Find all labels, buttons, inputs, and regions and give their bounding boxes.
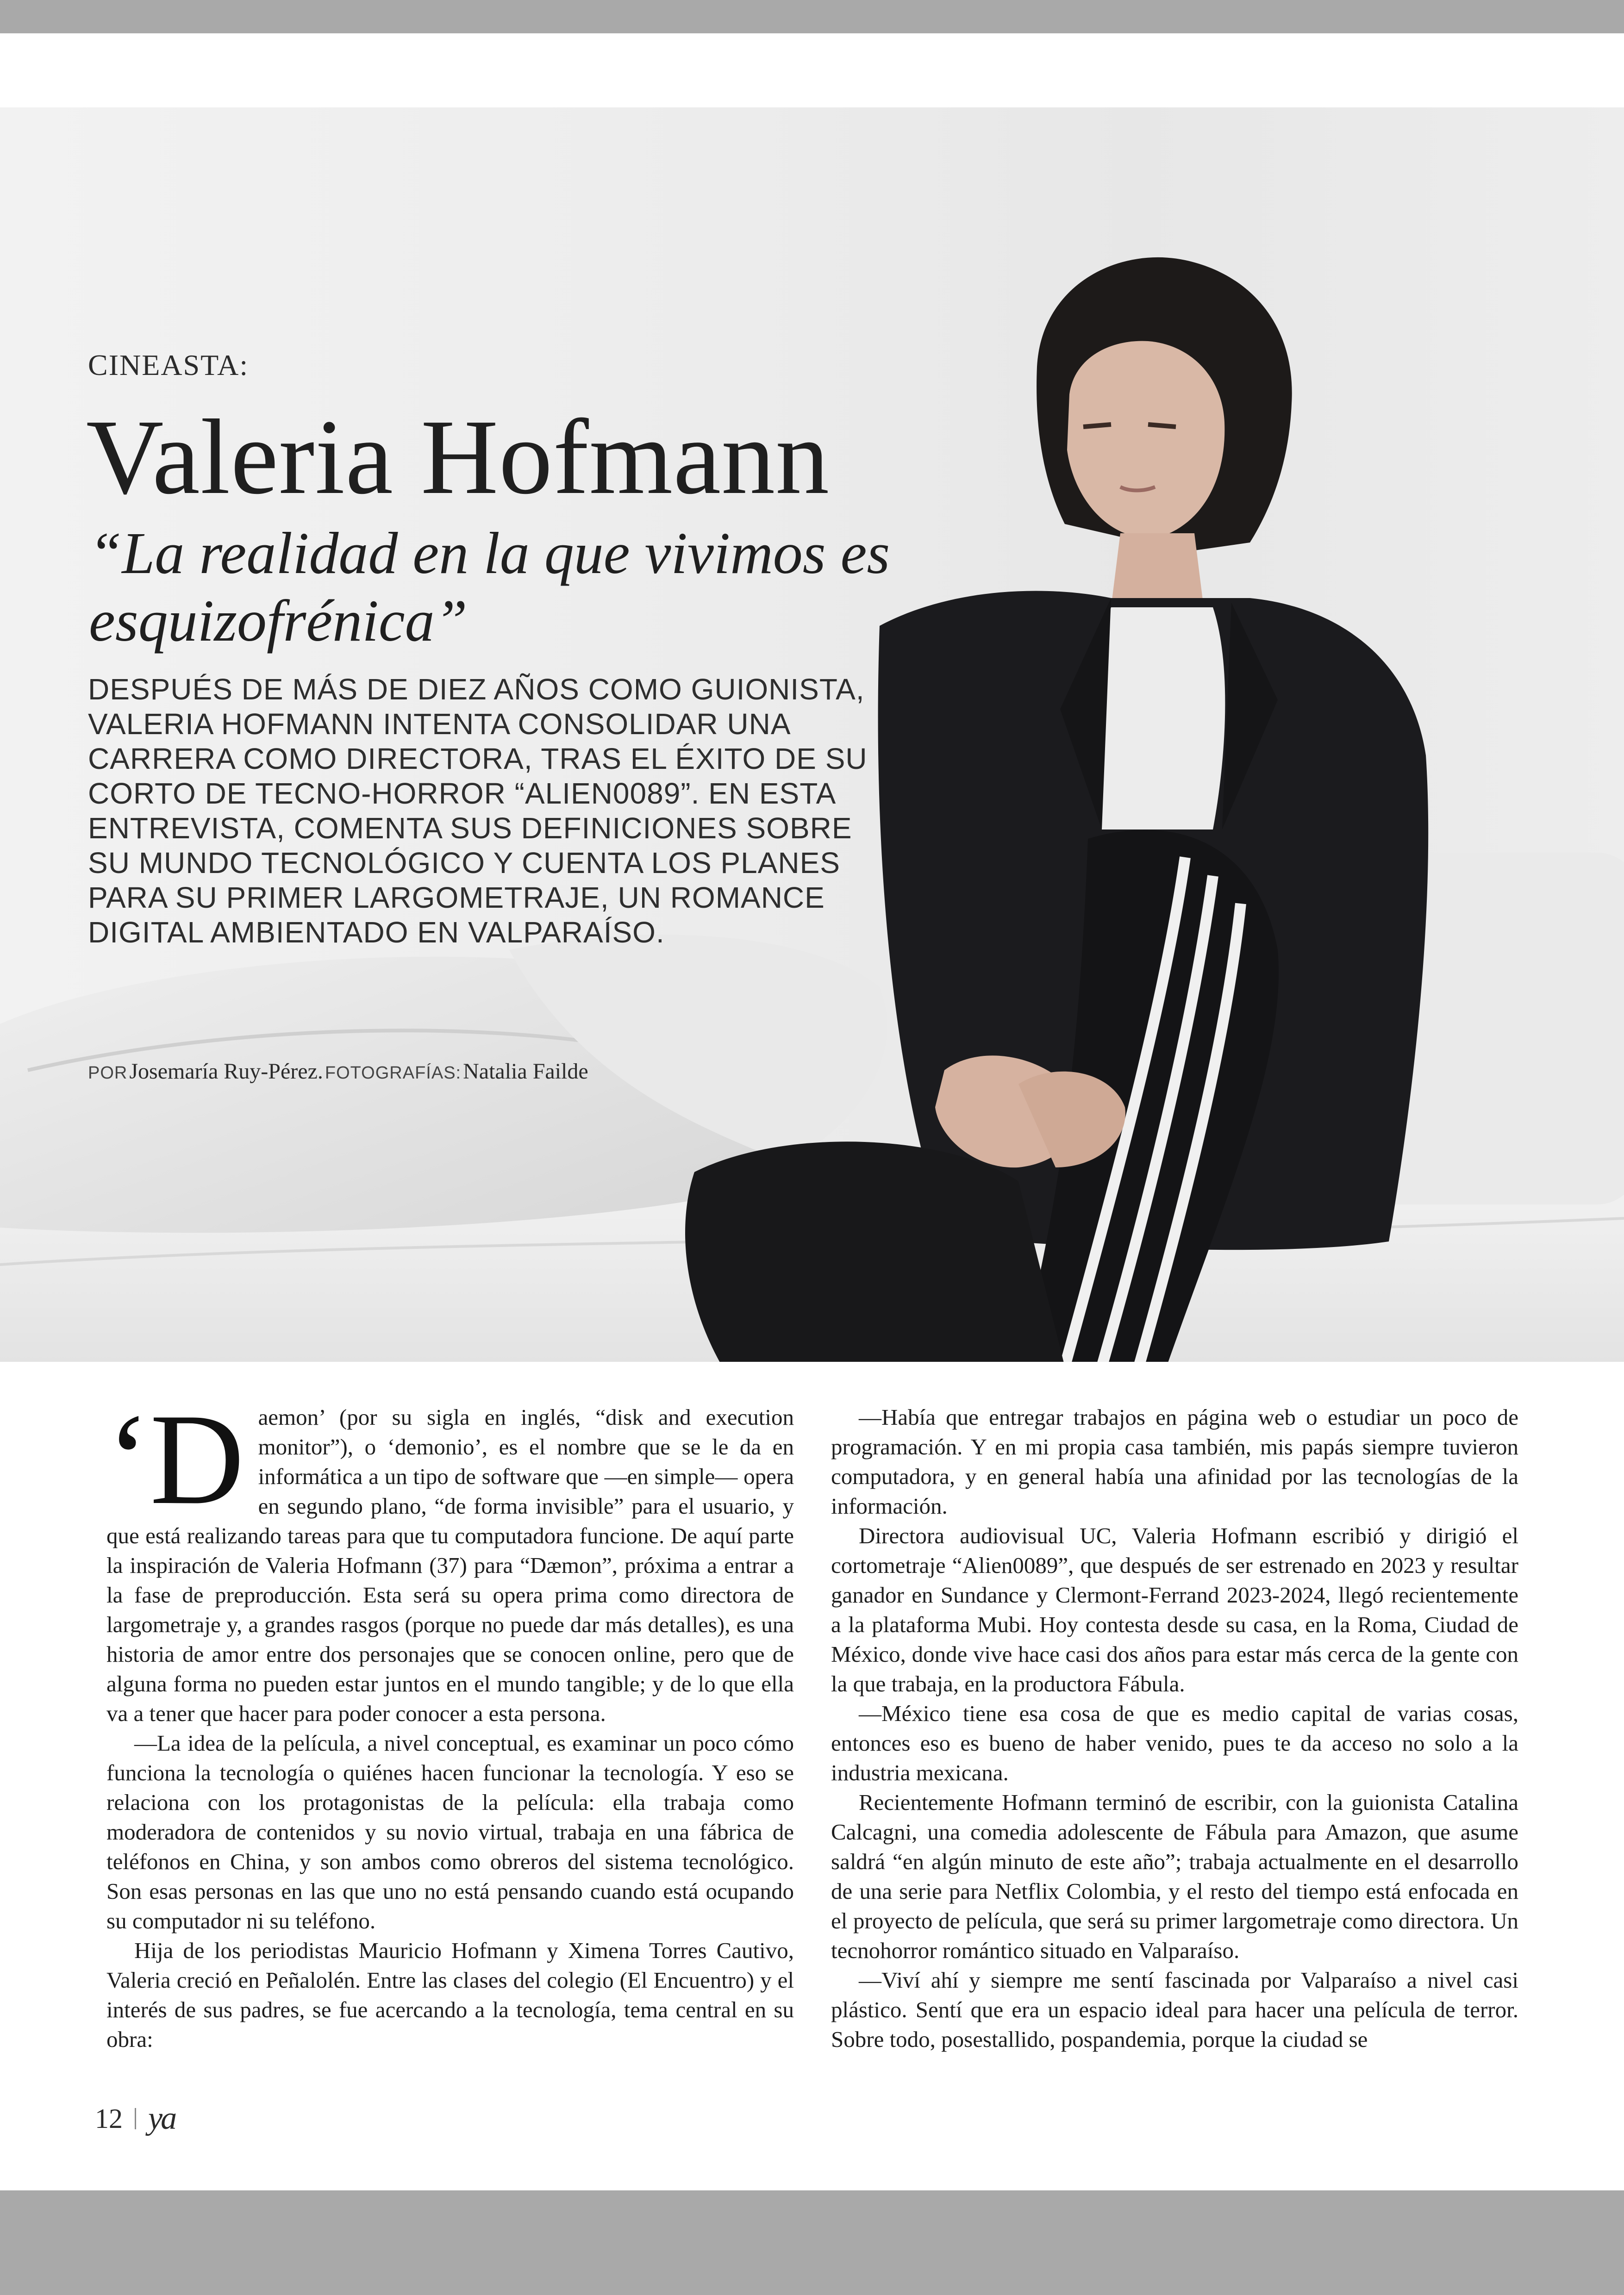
paragraph: —México tiene esa cosa de que es medio capital de varias cosas, entonces eso es bueno de haber venido, pues te da acceso no solo a la industria mexicana. [831,1701,1518,1785]
author-name: Josemaría Ruy-Pérez. [129,1059,323,1084]
article-dek: DESPUÉS DE MÁS DE DIEZ AÑOS COMO GUIONISTA, VALERIA HOFMANN INTENTA CONSOLIDAR UNA CARRERA COMO DIRECTORA, TRAS EL ÉXITO DE SU CORTO DE TECNO-HORROR “ALIEN0089”. EN ESTA ENTREVISTA, COMENTA SUS DEFINICIONES SOBRE SU MUNDO TECNOLÓGICO Y CUENTA LOS PLANES PARA SU PRIMER LARGOMETRAJE, UN ROMANCE DIGITAL AMBIENTADO EN VALPARAÍSO. [88,673,868,949]
headline-quote: “La realidad en la que vivimos es esquizofrénica” [89,520,890,654]
photo-label: FOTOGRAFÍAS: [325,1063,462,1083]
article-column-right [831,1403,1518,2054]
article-column-left [106,1387,794,2054]
magazine-logo: ya [148,2101,175,2136]
paragraph: Directora audiovisual UC, Valeria Hofmann escribió y dirigió el cortometraje “Alien0089”, que después de ser estrenado en 2023 y resultar ganador en Sundance y Clermont-Ferrand 2023-2024, llegó recientemente a la plataforma Mubi. Hoy contesta desde su casa, en la Roma, Ciudad de México, donde vive hace casi dos años para estar más cerca de la gente con la que trabaja, en la productora Fábula. [831,1523,1518,1696]
paragraph: —Viví ahí y siempre me sentí fascinada por Valparaíso a nivel casi plástico. Sentí que era un espacio ideal para hacer una película de terror. Sobre todo, posestallido, pospandemia, porque la ciudad se [831,1967,1518,2052]
footer-divider [135,2108,136,2129]
page-number: 12 [95,2103,123,2134]
paragraph: —La idea de la película, a nivel conceptual, es examinar un poco cómo funciona la tecnología o quiénes hacen funcionar la tecnología. Y eso se relaciona con los protagonistas de la película: ella trabaja como moderadora de contenidos y su novio virtual, trabaja en una fábrica de teléfonos en China, y son ambos como obreros del sistema tecnológico. Son esas personas en las que uno no está pensando cuando está ocupando su computador ni su teléfono. [106,1730,794,1933]
paragraph [106,1387,794,1728]
byline [88,1059,588,1084]
portrait-photo [0,107,1624,1362]
paragraph-text: aemon’ (por su sigla en inglés, “disk and execution monitor”), o ‘demonio’, es el nombre que se le da en informática a un tipo de software que —en simple— opera en segundo plano, “de forma invisible” para el usuario, y que está realizando tareas para que tu computadora funcione. De aquí parte la inspiración de Valeria Hofmann (37) para “Dæmon”, próxima a entrar a la fase de preproducción. Esta será su opera prima como directora de largometraje y, a grandes rasgos (porque no puede dar más detalles), es una historia de amor entre dos personajes que se conocen online, pero que de alguna forma no pueden estar juntos en el mundo tangible; y de lo que ella va a tener que hacer para poder conocer a esta persona. [106,1404,794,1726]
headline-name: Valeria Hofmann [86,398,830,517]
page-footer [95,2100,175,2137]
drop-cap: ‘D [106,1387,244,1531]
photographer-name: Natalia Failde [463,1059,588,1084]
section-kicker: CINEASTA: [88,349,249,381]
by-label: POR [88,1063,128,1083]
magazine-page [0,33,1624,2190]
paragraph: Recientemente Hofmann terminó de escribir, con la guionista Catalina Calcagni, una comedia adolescente de Fábula para Amazon, que asume saldrá “en algún minuto de este año”; trabaja actualmente en el desarrollo de una serie para Netflix Colombia, y el resto del tiempo está enfocada en el proyecto de película, que será su primer largometraje como directora. Un tecnohorror romántico situado en Valparaíso. [831,1790,1518,1963]
paragraph: —Había que entregar trabajos en página web o estudiar un poco de programación. Y en mi propia casa también, mis papás siempre tuvieron computadora, y en general había una afinidad por las tecnologías de la información. [831,1404,1518,1519]
paragraph: Hija de los periodistas Mauricio Hofmann y Ximena Torres Cautivo, Valeria creció en Peñalolén. Entre las clases del colegio (El Encuentro) y el interés de sus padres, se fue acercando a la tecnología, tema central en su obra: [106,1938,794,2052]
